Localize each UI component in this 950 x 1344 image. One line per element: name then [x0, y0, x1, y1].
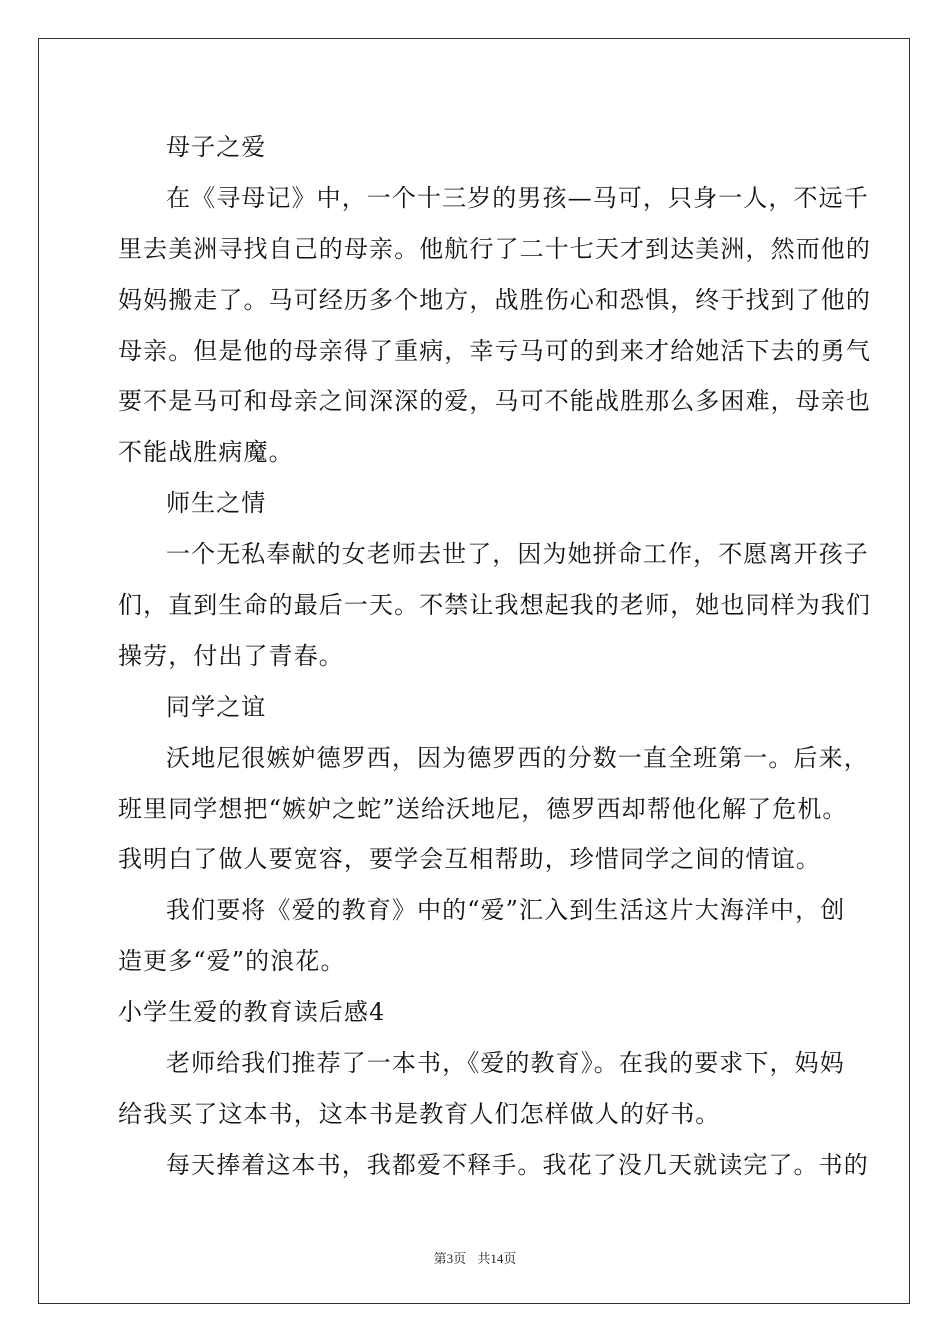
text-line: 在《寻母记》中，一个十三岁的男孩—马可，只身一人，不远千 [166, 183, 869, 212]
text-line: 母子之爱 [166, 133, 267, 161]
text-line: 师生之情 [166, 489, 267, 518]
page-footer [0, 1248, 950, 1267]
text-line: 每天捧着这本书，我都爱不释手。我花了没几天就读完了。书的 [166, 1150, 869, 1179]
text-line: 班里同学想把“嫉妒之蛇”送给沃地尼，德罗西却帮他化解了危机。 [118, 794, 848, 823]
text-line: 老师给我们推荐了一本书，《爱的教育》。在我的要求下，妈妈 [166, 1049, 845, 1078]
text-line: 我们要将《爱的教育》中的“爱”汇入到生活这片大海洋中，创 [166, 896, 846, 925]
document-body [118, 122, 871, 1191]
page-total: 共14页 [477, 1251, 517, 1266]
text-line: 造更多“爱”的浪花。 [118, 947, 346, 976]
text-line: 要不是马可和母亲之间深深的爱，马可不能战胜那么多困难，母亲也 [118, 387, 871, 416]
text-line: 里去美洲寻找自己的母亲。他航行了二十七天才到达美洲，然而他的 [118, 234, 871, 263]
text-line: 给我买了这本书，这本书是教育人们怎样做人的好书。 [118, 1099, 721, 1128]
text-line: 不能战胜病魔。 [118, 438, 294, 467]
text-line: 小学生爱的教育读后感4 [118, 998, 386, 1027]
text-line: 我明白了做人要宽容，要学会互相帮助，珍惜同学之间的情谊。 [118, 845, 821, 874]
text-line: 妈妈搬走了。马可经历多个地方，战胜伤心和恐惧，终于找到了他的 [118, 285, 871, 314]
text-line: 沃地尼很嫉妒德罗西，因为德罗西的分数一直全班第一。后来， [166, 743, 869, 772]
text-line: 一个无私奉献的女老师去世了，因为她拼命工作，不愿离开孩子 [166, 540, 869, 569]
text-line: 母亲。但是他的母亲得了重病，幸亏马可的到来才给她活下去的勇气 [118, 336, 871, 365]
text-line: 操劳，付出了青春。 [118, 641, 344, 670]
text-line: 们，直到生命的最后一天。不禁让我想起我的老师，她也同样为我们 [118, 591, 871, 620]
page-number: 第3页 [433, 1251, 467, 1266]
text-line: 同学之谊 [166, 692, 267, 721]
